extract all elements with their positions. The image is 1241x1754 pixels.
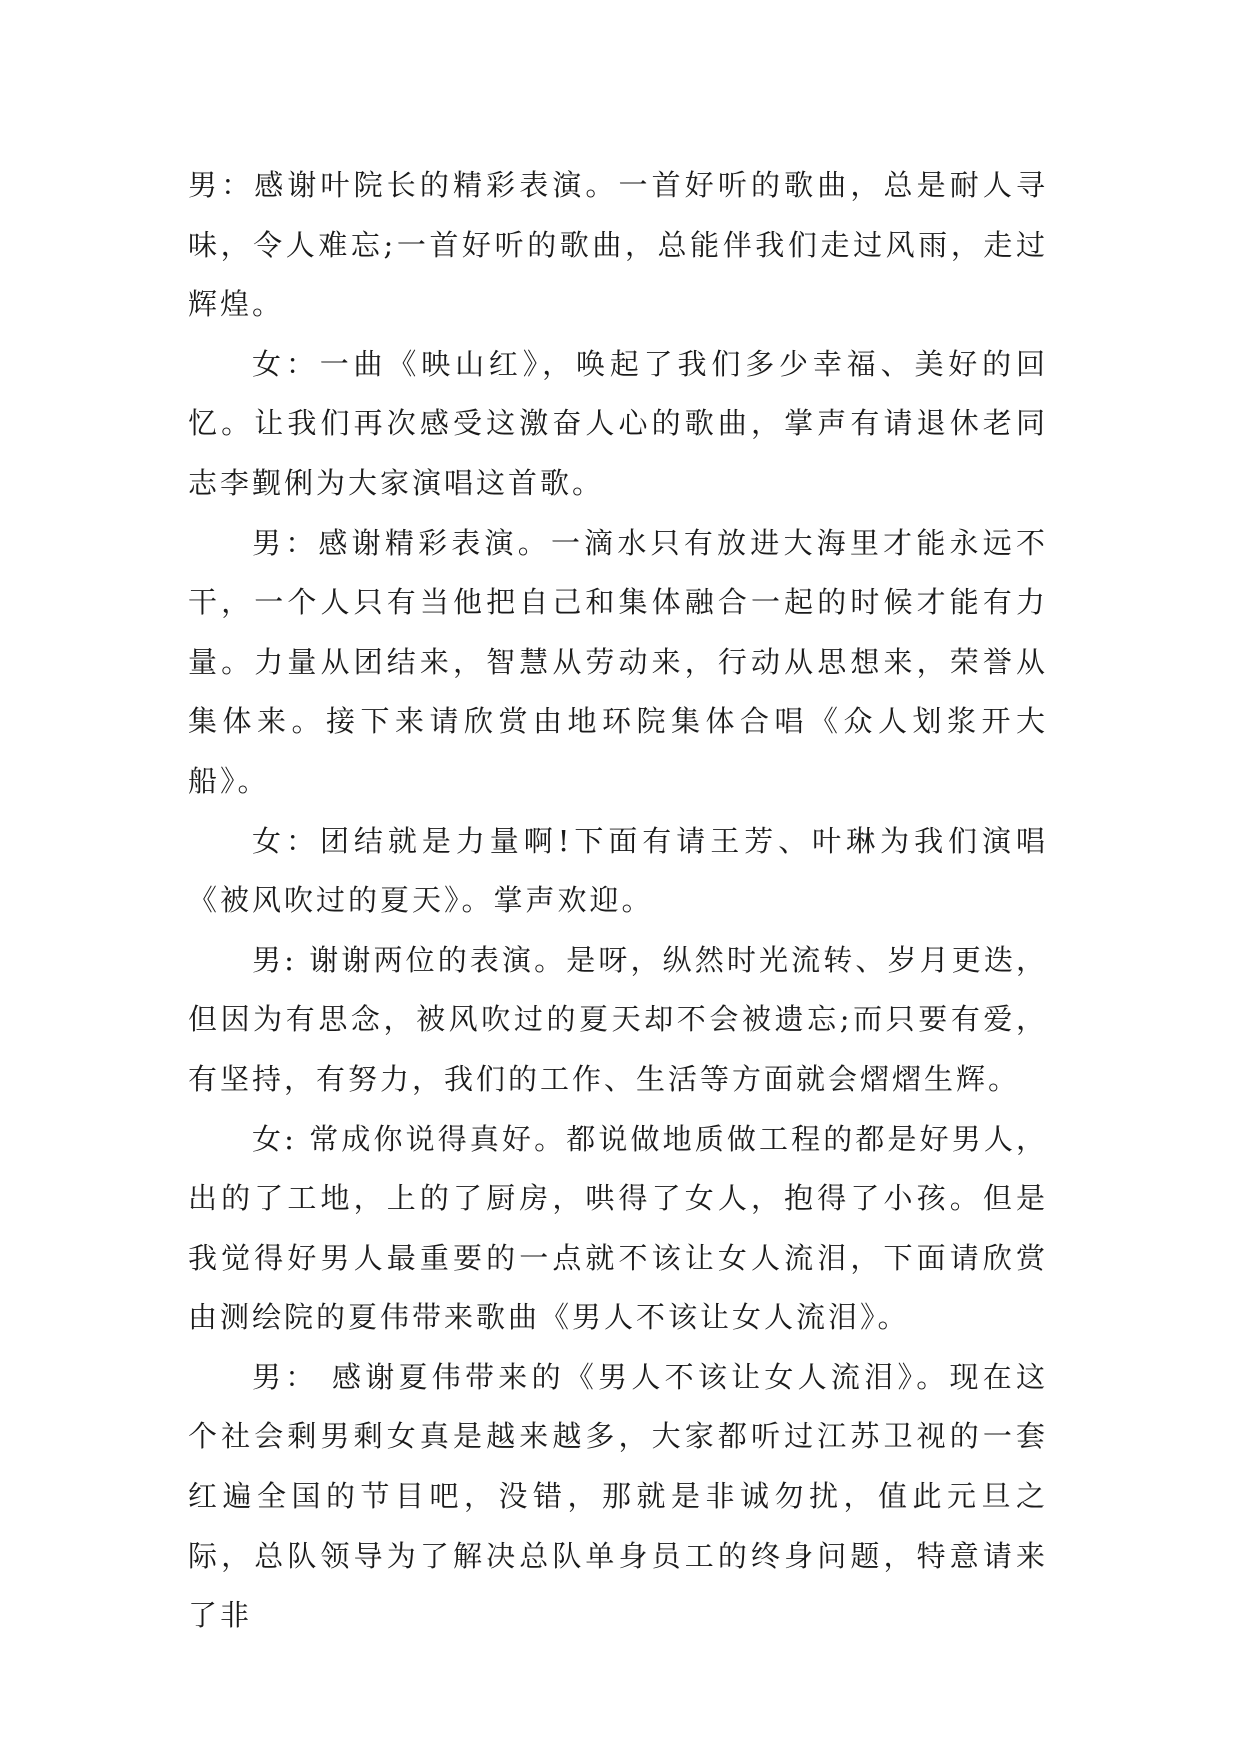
- paragraph-4: 女：团结就是力量啊!下面有请王芳、叶琳为我们演唱《被风吹过的夏天》。掌声欢迎。: [188, 823, 1048, 918]
- paragraph-1: 男：感谢叶院长的精彩表演。一首好听的歌曲，总是耐人寻味，令人难忘;一首好听的歌曲，总能伴我们走过风雨，走过辉煌。: [188, 168, 1048, 322]
- paragraph-6: 女: 常成你说得真好。都说做地质做工程的都是好男人，出的了工地，上的了厨房，哄得了女人，抱得了小孩。但是我觉得好男人最重要的一点就不该让女人流泪，下面请欣赏由测绘院的夏伟带来歌曲《男人不该让女人流泪》。: [188, 1121, 1048, 1335]
- document-body: [188, 156, 1048, 1646]
- paragraph-5: 男: 谢谢两位的表演。是呀，纵然时光流转、岁月更迭，但因为有思念，被风吹过的夏天却不会被遗忘;而只要有爱，有坚持，有努力，我们的工作、生活等方面就会熠熠生辉。: [188, 942, 1048, 1096]
- paragraph-7: 男： 感谢夏伟带来的《男人不该让女人流泪》。现在这个社会剩男剩女真是越来越多，大家都听过江苏卫视的一套红遍全国的节目吧，没错，那就是非诚勿扰，值此元旦之际，总队领导为了解决总队单身员工的终身问题，特意请来了非: [188, 1359, 1048, 1633]
- paragraph-3: 男：感谢精彩表演。一滴水只有放进大海里才能永远不干，一个人只有当他把自己和集体融合一起的时候才能有力量。力量从团结来，智慧从劳动来，行动从思想来，荣誉从集体来。接下来请欣赏由地环院集体合唱《众人划浆开大船》。: [188, 525, 1048, 798]
- paragraph-2: 女：一曲《映山红》，唤起了我们多少幸福、美好的回忆。让我们再次感受这激奋人心的歌曲，掌声有请退休老同志李觐俐为大家演唱这首歌。: [188, 346, 1048, 500]
